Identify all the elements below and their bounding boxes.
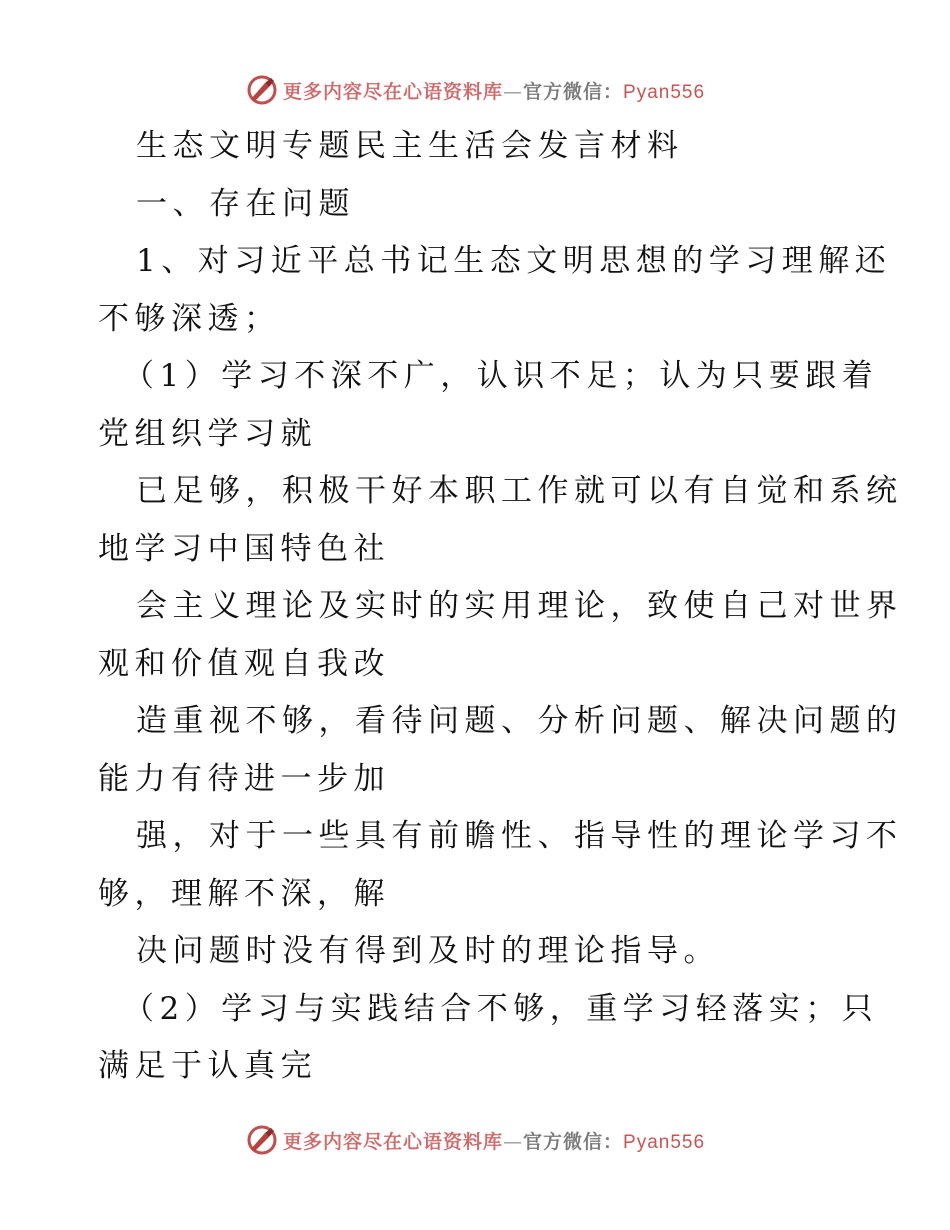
footer-watermark-banner <box>0 1120 950 1160</box>
paragraph-line: 决问题时没有得到及时的理论指导。 <box>136 933 720 969</box>
section-heading: 一、存在问题 <box>136 185 355 222</box>
paragraph-line: （1）学习不深不广，认识不足；认为只要跟着 <box>123 358 879 394</box>
watermark-official-label: 官方微信 <box>522 80 603 103</box>
paragraph-line: 不够深透； <box>98 300 281 337</box>
watermark-colon: ： <box>603 80 624 103</box>
paragraph-line: 党组织学习就 <box>98 415 317 452</box>
paragraph-line: 已足够，积极干好本职工作就可以有自觉和系统 <box>136 473 903 509</box>
pen-circle-logo-icon <box>245 73 279 107</box>
paragraph-line: 造重视不够，看待问题、分析问题、解决问题的 <box>136 703 903 739</box>
paragraph-line: 观和价值观自我改 <box>98 645 390 682</box>
document-body <box>98 118 903 1096</box>
paragraph-line: 地学习中国特色社 <box>98 530 390 567</box>
paragraph-line: 能力有待进一步加 <box>98 760 390 797</box>
paragraph-line: （2）学习与实践结合不够，重学习轻落实；只 <box>123 990 879 1027</box>
watermark-site-name: 更多内容尽在心语资料库 <box>282 80 503 103</box>
watermark-wechat-id: Pyan556 <box>623 1131 706 1153</box>
paragraph-line: 会主义理论及实时的实用理论，致使自己对世界 <box>136 588 903 624</box>
watermark-official-label: 官方微信 <box>522 1130 603 1153</box>
watermark-site-name: 更多内容尽在心语资料库 <box>282 1130 503 1153</box>
watermark-colon: ： <box>603 1130 624 1153</box>
watermark-dash: — <box>502 1130 523 1153</box>
paragraph-line: 够，理解不深，解 <box>98 875 390 912</box>
watermark-text <box>283 1127 705 1154</box>
watermark-text <box>283 77 705 104</box>
pen-circle-logo-icon <box>245 1123 279 1157</box>
watermark-wechat-id: Pyan556 <box>623 81 706 103</box>
document-title: 生态文明专题民主生活会发言材料 <box>136 128 684 164</box>
header-watermark-banner <box>0 70 950 110</box>
watermark-dash: — <box>502 80 523 103</box>
paragraph-line: 强，对于一些具有前瞻性、指导性的理论学习不 <box>136 818 903 854</box>
paragraph-line: 满足于认真完 <box>98 1048 317 1084</box>
paragraph-line: 1、对习近平总书记生态文明思想的学习理解还 <box>136 243 892 279</box>
